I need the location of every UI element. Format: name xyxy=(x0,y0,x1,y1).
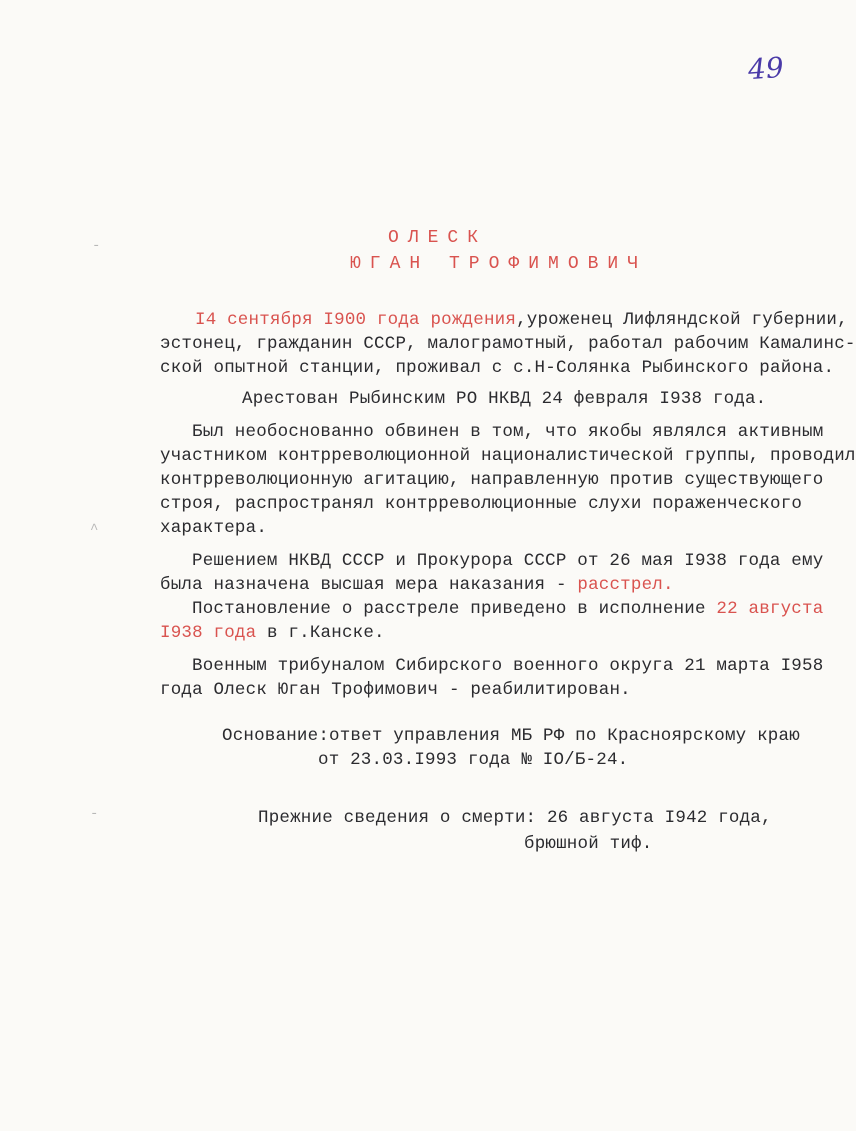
margin-mark: - xyxy=(92,238,101,254)
sentence-text: расстрел. xyxy=(577,575,674,595)
page-number: 49 xyxy=(746,50,785,87)
birthdate-text: I4 сентября I900 года рождения xyxy=(195,310,517,330)
para4-line2: была назначена высшая мера наказания - расстрел. xyxy=(160,575,674,595)
surname-heading: ОЛЕСК xyxy=(388,228,488,248)
para1-line1: I4 сентября I900 года рождения,уроженец Лифляндской губернии, xyxy=(195,310,848,330)
arrest-line: Арестован Рыбинским РО НКВД 24 февраля I938 года. xyxy=(242,389,767,409)
para3-line2: участником контрреволюционной националистической группы, проводил xyxy=(160,446,856,466)
para1-line2: эстонец, гражданин СССР, малограмотный, работал рабочим Камалинс- xyxy=(160,334,856,354)
para3-line5: характера. xyxy=(160,518,268,538)
margin-mark: - xyxy=(90,806,99,822)
basis-line2: от 23.03.I993 года № IO/Б-24. xyxy=(318,750,629,770)
para6-line2: года Олеск Юган Трофимович - реабилитирован. xyxy=(160,680,631,700)
para3-line4: строя, распространял контрреволюционные слухи пораженческого xyxy=(160,494,803,514)
para3-line1: Был необоснованно обвинен в том, что якобы являлся активным xyxy=(192,422,824,442)
para1-line3: ской опытной станции, проживал с с.Н-Солянка Рыбинского района. xyxy=(160,358,835,378)
margin-mark: ^ xyxy=(90,522,99,538)
para6-line1: Военным трибуналом Сибирского военного округа 21 марта I958 xyxy=(192,656,824,676)
para5-line1: Постановление о расстреле приведено в исполнение 22 августа xyxy=(192,599,824,619)
prior-line1: Прежние сведения о смерти: 26 августа I942 года, xyxy=(258,808,772,828)
para4-line1: Решением НКВД СССР и Прокурора СССР от 26 мая I938 года ему xyxy=(192,551,824,571)
name-heading: ЮГАН ТРОФИМОВИЧ xyxy=(350,254,648,274)
execution-date-text: 22 августа xyxy=(716,599,824,619)
basis-line1: Основание:ответ управления МБ РФ по Красноярскому краю xyxy=(222,726,800,746)
para3-line3: контрреволюционную агитацию, направленную против существующего xyxy=(160,470,824,490)
execution-year-text: I938 года xyxy=(160,623,257,643)
prior-line2: брюшной тиф. xyxy=(524,834,653,854)
para5-line2: I938 года в г.Канске. xyxy=(160,623,385,643)
